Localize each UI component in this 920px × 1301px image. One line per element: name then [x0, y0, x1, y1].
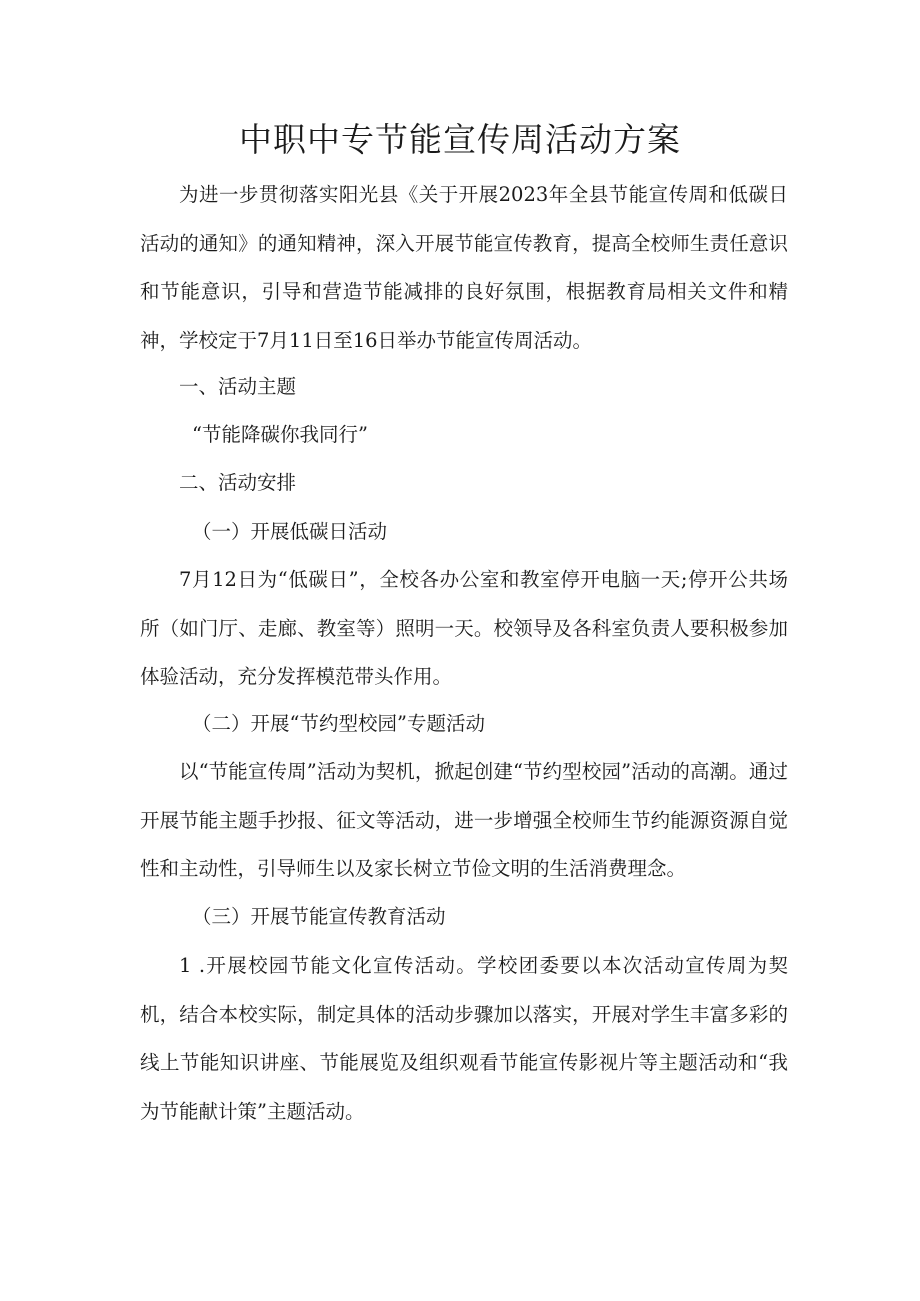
section1-heading: 一、活动主题	[179, 375, 297, 398]
document-title: 中职中专节能宣传周活动方案	[239, 120, 681, 159]
subsection1-heading: （一）开展低碳日活动	[192, 520, 388, 543]
subsection3-heading: （三）开展节能宣传教育活动	[192, 905, 446, 928]
subsection1-paragraph: 7月12日为“低碳日”，全校各办公室和教室停开电脑一天;停开公共场所（如门厅、走廊、教室等）照明一天。校领导及各科室负责人要积极参加体验活动，充分发挥模范带头作用。	[140, 568, 788, 688]
item1-paragraph: 1 .开展校园节能文化宣传活动。学校团委要以本次活动宣传周为契机，结合本校实际，制定具体的活动步骤加以落实，开展对学生丰富多彩的线上节能知识讲座、节能展览及组织观看节能宣传影视片等主题活动和“我为节能献计策”主题活动。	[140, 954, 788, 1123]
intro-paragraph: 为进一步贯彻落实阳光县《关于开展2023年全县节能宣传周和低碳日活动的通知》的通知精神，深入开展节能宣传教育，提高全校师生责任意识和节能意识，引导和营造节能减排的良好氛围，根据教育局相关文件和精神，学校定于7月11日至16日举办节能宣传周活动。	[140, 183, 788, 352]
subsection2-heading: （二）开展“节约型校园”专题活动	[192, 712, 485, 735]
section2-heading: 二、活动安排	[179, 471, 297, 494]
subsection2-paragraph: 以“节能宣传周”活动为契机，掀起创建“节约型校园”活动的高潮。通过开展节能主题手抄报、征文等活动，进一步增强全校师生节约能源资源自觉性和主动性，引导师生以及家长树立节俭文明的生活消费理念。	[140, 760, 788, 880]
theme-text: “节能降碳你我同行”	[192, 423, 368, 446]
